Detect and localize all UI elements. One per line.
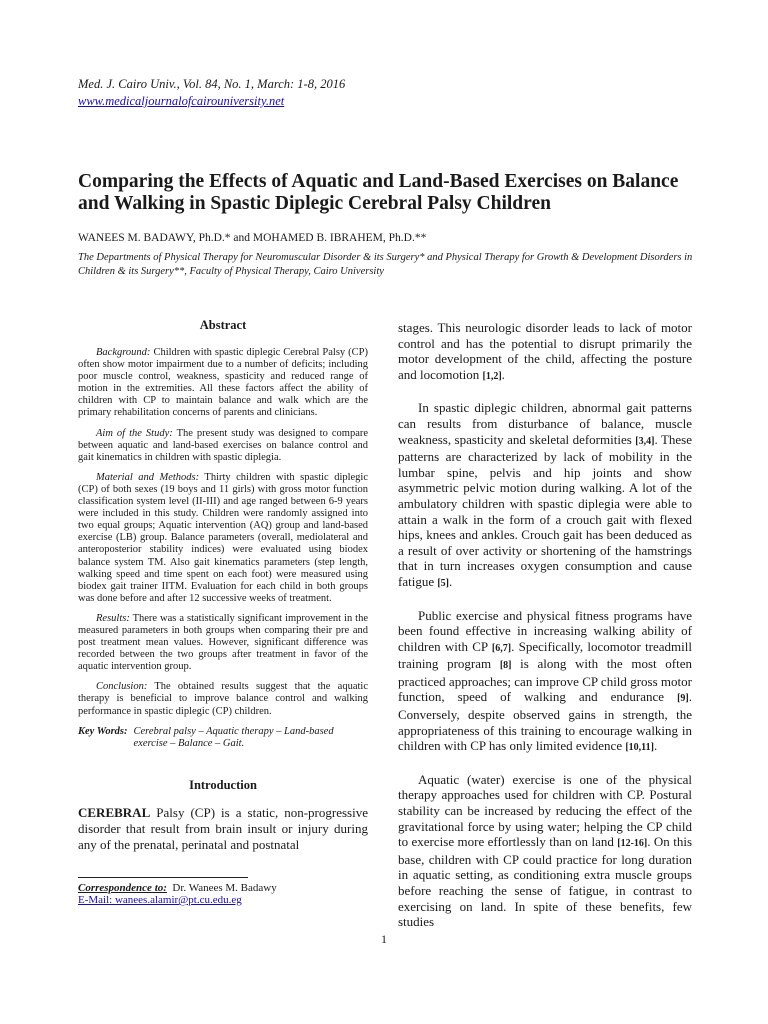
- introduction-heading: Introduction: [189, 778, 257, 793]
- citation-ref: [1,2]: [482, 370, 502, 382]
- abstract-background: [78, 347, 368, 420]
- correspondence-label: Correspondence to:: [78, 882, 167, 894]
- journal-citation: Med. J. Cairo Univ., Vol. 84, No. 1, March: 1-8, 2016: [78, 77, 346, 91]
- methods-text: Thirty children with spastic diplegic (CP) of both sexes (19 boys and 11 girls) with gross motor function classification system level (II-III) and age ranged between 6-9 years were included in this study. Children were randomly assigned into two equal groups; Aquatic intervention (AQ) group and land-based exercise (LB) group. Balance parameters (overall, mediolateral and anteroposterior stability indices) were evaluated using biodex balance system TM. Also gait kinematics parameters (step length, walking speed and time spent on each foot) were measured using biodex gait trainer IITM. Evaluation for each child in both groups was done before and after 12 successive weeks of treatment.: [78, 471, 369, 604]
- left-column: [78, 318, 368, 853]
- abstract-aim: [78, 428, 368, 464]
- keywords: [78, 726, 368, 751]
- journal-url-link[interactable]: www.medicaljournalofcairouniversity.net: [78, 94, 285, 108]
- citation-ref: [12-16]: [617, 838, 648, 850]
- results-text: There was a statistically significant improvement in the measured parameters in both groups when comparing their pre and post treatment mean values. However, significant difference was recorded between the two groups after treatment in favor of the aquatic intervention group.: [78, 612, 368, 673]
- correspondence-email-link[interactable]: E-Mail: wanees.alamir@pt.cu.edu.eg: [78, 894, 242, 906]
- abstract-conclusion: [78, 681, 368, 717]
- page-number: 1: [381, 932, 387, 946]
- background-text: Children with spastic diplegic Cerebral Palsy (CP) often show motor impairment due to a number of deficits; including poor muscle control, weakness, spasticity and reduced range of motion in the extremities. All these factors affect the ability of children with CP to maintain balance and walk which are the primary rehabilitation concerns of parents and clinicians.: [78, 347, 369, 419]
- body-paragraph-1: stages. This neurologic disorder leads to lack of motor control and has the potential to disrupt primarily the motor development of the child, affecting the posture and locomotion [1,2].: [398, 320, 692, 382]
- p1-text: stages. This neurologic disorder leads to lack of motor control and has the potential to disrupt primarily the motor development of the child, affecting the posture and locomotion: [398, 320, 692, 382]
- p4-text-a: Aquatic (water) exercise is one of the physical therapy approaches used for children with CP. Postural stability can be increased by reducing the effect of the gravitational force by using water; helping the CP child to exercise more effortlessly than on land: [398, 771, 692, 850]
- conclusion-text: The obtained results suggest that the aquatic therapy is beneficial to improve balance control and walking performance in spastic diplegic (CP) children.: [78, 681, 368, 717]
- keywords-text: Cerebral palsy – Aquatic therapy – Land-based exercise – Balance – Gait.: [133, 725, 334, 750]
- body-paragraph-4: [398, 772, 692, 930]
- p2-text-a: In spastic diplegic children, abnormal gait patterns can results from disturbance of balance, muscle weakness, spasticity and skeletal deformities: [398, 400, 692, 447]
- abstract-results: [78, 613, 368, 673]
- intro-lead-word: CEREBRAL: [78, 805, 151, 821]
- footnote-divider: [78, 877, 248, 878]
- article-title: Comparing the Effects of Aquatic and Land-Based Exercises on Balance and Walking in Spastic Diplegic Cerebral Palsy Children: [78, 171, 679, 214]
- keywords-label: Key Words:: [78, 725, 128, 737]
- author-affiliation: The Departments of Physical Therapy for Neuromuscular Disorder & its Surgery* and Physical Therapy for Growth & Development Disorders in Children & its Surgery**, Faculty of Physical Therapy, Cairo University: [78, 252, 693, 277]
- p3-text-a: Public exercise and physical fitness programs have been found effective in increasing walking ability of children with CP: [398, 607, 692, 654]
- body-paragraph-2: In spastic diplegic children, abnormal gait patterns can results from disturbance of balance, muscle weakness, spasticity and skeletal deformities [3,4]. These patterns are characterized by lack of mobility in the lumbar spine, pelvis and hip joints and show asymmetric pelvic motion during walking. A lot of the ambulatory children with spastic diplegia were able to attain a walk in the form of a crouch gait with flexed hips, knees and ankles. Crouch gait has been deduced as a result of over activity or shortening of the hamstrings that in turn increases oxygen consumption and cause fatigue [5].: [398, 400, 692, 589]
- p4-text-b: . On this base, children with CP could practice for long duration in aquatic setting, as conditioning extra muscle groups before reaching the sense of fatigue, in contrast to exercising on land. In spite of these benefits, few studies: [398, 834, 692, 930]
- p3-text-b: . Specifically, locomotor treadmill training program: [398, 638, 692, 672]
- article-authors: WANEES M. BADAWY, Ph.D.* and MOHAMED B. IBRAHEM, Ph.D.**: [78, 232, 427, 244]
- p3-text-c: is along with the most often practiced approaches; can improve CP child gross motor function, speed of walking and endurance: [398, 656, 693, 705]
- abstract-methods: [78, 472, 368, 605]
- p3-text-d: . Conversely, despite observed gains in strength, the appropriateness of this training to encourage walking in children with CP has only limited evidence: [398, 689, 693, 754]
- conclusion-label: Conclusion:: [96, 681, 148, 693]
- aim-text: The present study was designed to compare between aquatic and land-based exercises on balance control and gait kinematics in children with spastic diplegia.: [78, 427, 369, 463]
- citation-ref: [8]: [499, 660, 512, 672]
- results-label: Results:: [96, 612, 130, 624]
- citation-ref: [5]: [437, 577, 450, 589]
- introduction-paragraph: [78, 805, 368, 853]
- citation-ref: [3,4]: [635, 435, 655, 447]
- citation-ref: [10,11]: [625, 742, 654, 754]
- background-label: Background:: [96, 347, 151, 358]
- correspondence-name: Dr. Wanees M. Badawy: [172, 882, 277, 894]
- methods-label: Material and Methods:: [96, 471, 200, 483]
- body-paragraph-3: Public exercise and physical fitness programs have been found effective in increasing walking ability of children with CP [6,7]. Specifically, locomotor treadmill training program [8] is along with the most often practiced approaches; can improve CP child gross motor function, speed of walking and endurance [9]. Conversely, despite observed gains in strength, the appropriateness of this training to encourage walking in children with CP has only limited evidence [10,11].: [398, 607, 693, 754]
- aim-label: Aim of the Study:: [96, 427, 173, 439]
- p2-text-b: . These patterns are characterized by lack of mobility in the lumbar spine, pelvis and hip joints and show asymmetric pelvic motion during walking. A lot of the ambulatory children with spastic diplegia were able to attain a walk in the form of a crouch gait with flexed hips, knees and ankles. Crouch gait has been deduced as a result of over activity or shortening of the hamstrings that in turn increases oxygen consumption and cause fatigue: [398, 431, 692, 589]
- correspondence: [78, 882, 277, 894]
- citation-ref: [9]: [677, 693, 689, 705]
- citation-ref: [6,7]: [491, 642, 512, 654]
- abstract-heading: Abstract: [199, 318, 247, 332]
- intro-text: Palsy (CP) is a static, non-progressive disorder that result from brain insult or injury during any of the prenatal, perinatal and postnatal: [78, 805, 368, 853]
- right-column: [398, 320, 692, 946]
